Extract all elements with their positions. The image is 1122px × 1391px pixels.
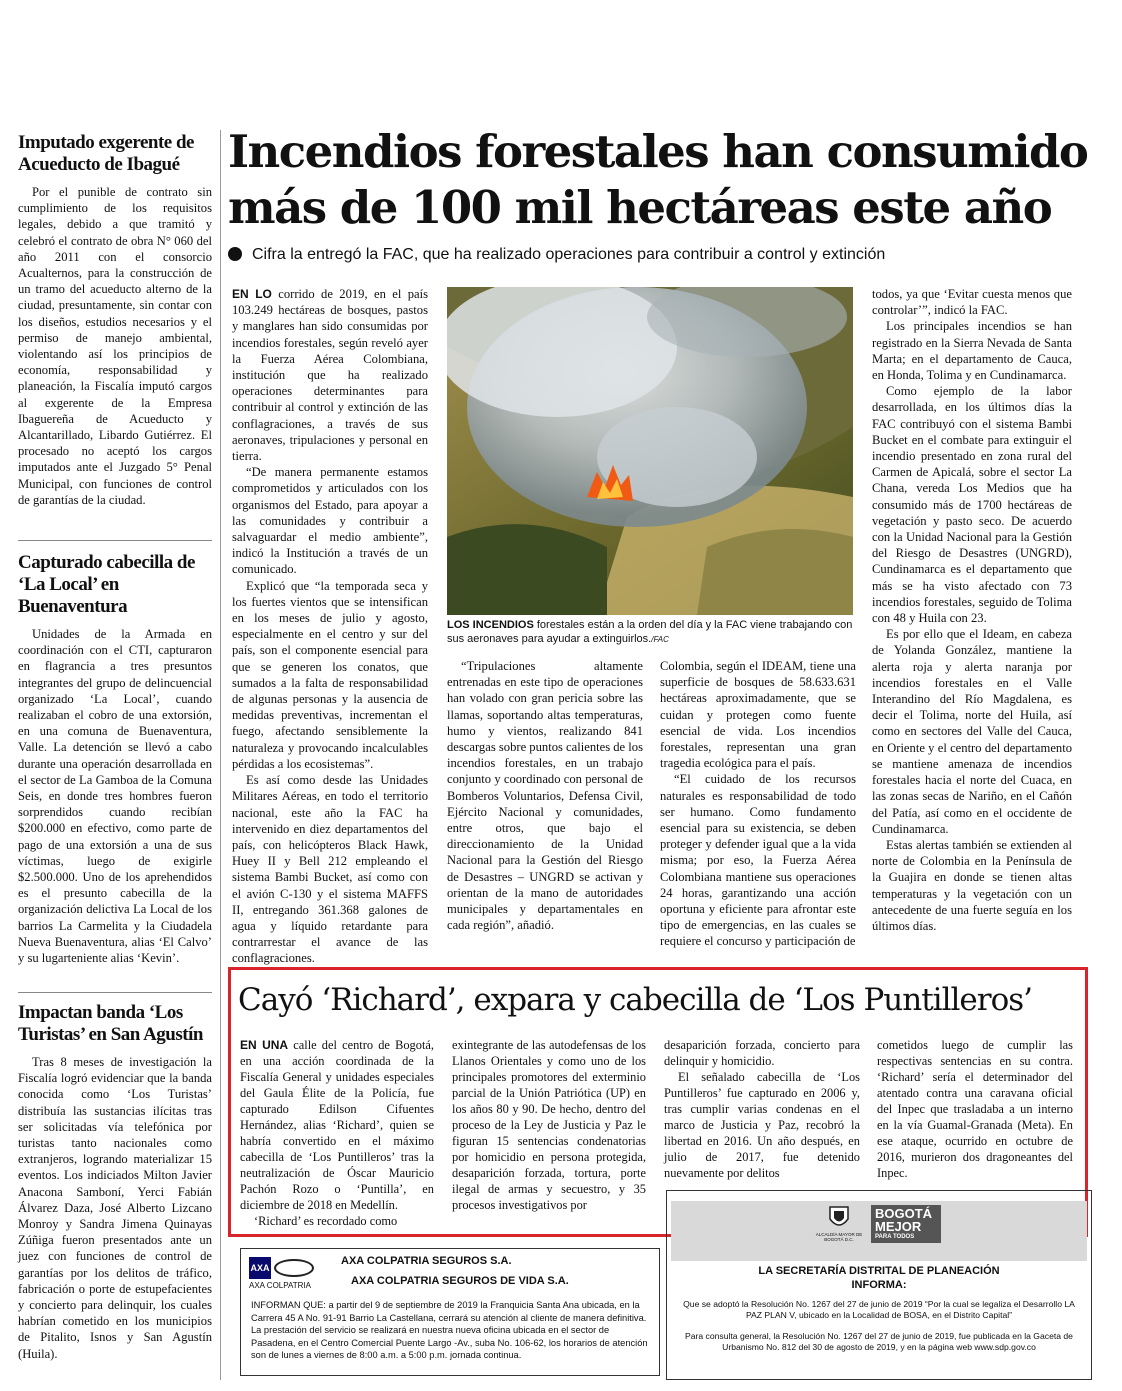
- headline-buenaventura: Capturado cabecilla de ‘La Local’ en Buenaventura: [18, 552, 195, 617]
- headline-line-1: Incendios forestales han consumido: [228, 125, 1088, 178]
- main-headline: [228, 124, 1108, 236]
- main-col-2: “Tripulaciones altamente entrenadas en este tipo de operaciones han volado con gran pericia sobre las llamas, soportando altas temperaturas, humo y vientos, realizando 841 descargas sobre puntos calientes de los incendios forestales, en un trabajo conjunto y coordinado con personal de Bomberos Voluntarios, Defensa Civil, Ejército Nacional y comunidades, entre otros, que bajo el direccionamiento de la Unidad Nacional para la Gestión del Riesgo de Desastres – UNGRD se activan y orientan de la mano de autoridades municipales y departamentales en cada región”, añadió.: [447, 659, 643, 933]
- wildfire-image: [447, 287, 853, 615]
- subhead: Cifra la entregó la FAC, que ha realizado operaciones para contribuir a control y extinción: [228, 244, 1108, 266]
- richard-headline: Cayó ‘Richard’, expara y cabecilla de ‘Los Puntilleros’: [238, 982, 1033, 1018]
- bogota-ad: ALCALDÍA MAYOR DE BOGOTÁ D.C. BOGOTÁ MEJOR PARA TODOS LA SECRETARÍA DISTRITAL DE PLANEACIÓN INFORMA: Que se adoptó la Resolución No. 1267 del 27 de junio de 2019 “Por la cual se legaliza el Desarrollo LA PAZ PLAN V, ubicado en la Localidad de BOSA, en el Distrito Capital” Para consulta general, la Resolución No. 1267 del 27 de junio de 2019, fue publicada en la Gaceta de Urbanismo No. 812 del 30 de agosto de 2019, y en la página web www.sdp.gov.co: [666, 1190, 1092, 1380]
- story-text-buenaventura: Unidades de la Armada en coordinación con el CTI, capturaron en flagrancia a tres presuntos integrantes del grupo de delincuencial organizado ‘La Local’, cuando realizaban el cobro de una extorsión, en una comuna de Buenaventura, Valle. La detención se llevó a cabo durante una operación desarrollada en el sector de La Gamboa de la Comuna Seis, en donde tres hombres fueron sorprendidos cuando recibían $200.000 en efectivo, como parte de pago de una extorsión a una de sus víctimas, luego de exigirle $2.500.000. Uno de los aprehendidos es el presunto cabecilla de la organización delictiva La Local de los barrios La Carmelita y la Ciudadela Nueva Buenaventura, alias ‘El Calvo’ y su lugarteniente alias ‘Kevin’.: [18, 627, 212, 966]
- lead-in: EN LO: [232, 287, 272, 301]
- main-col-4: todos, ya que ‘Evitar cuesta menos que controlar’”, indicó la FAC. Los principales incendios se han registrado en la Sierra Nevada de Santa Marta; en el departamento de Cauca, en Honda, Tolima y en Cundinamarca. Como ejemplo de la labor desarrollada, en los últimos días la FAC contribuyó con el sistema Bambi Bucket en el combate para extinguir el incendio presentado en zona rural del Carmen de Apicalá, sobre el sector La Chana, vereda Los Medios que ha consumido más de 1700 hectáreas de vegetación y pasto seco. De acuerdo con la Unidad Nacional para la Gestión del Riesgo de Desastres (UNGRD), Cundinamarca es el departamento que más se ha visto afectado con 73 incendios forestales, seguido de Tolima con 48 y Huila con 23. Es por ello que el Ideam, en cabeza de Yolanda González, mantiene la alerta roja y alerta naranja por incendios forestales en el Valle Interandino del Río Magdalena, es decir el Tolima, norte del Huila, así como en sectores del Valle del Cauca, en Oriente y el centro del departamento se mantiene amenaza de incendios forestales hacia el norte del Cuaca, en las zonas secas de Nariño, en el Cañón del Patía, así como en el occidente de Cundinamarca. Estas alertas también se extienden al norte de Colombia en la Península de la Guajira en donde se tienen altas temperaturas y la vegetación con un antecedente de una fuerte seguía en los últimos días.: [872, 287, 1072, 933]
- richard-col-2: exintegrante de las autodefensas de los Llanos Orientales y como uno de los principales promotores del exterminio parcial de la Unión Patriótica (UP) en los años 80 y 90. De hecho, dentro del proceso de la Ley de Justicia y Paz le figuran 15 sentencias condenatorias por homicidio en persona protegida, desaparición forzada, tortura, porte ilegal de armas y secuestro, y 35 procesos investigativos por: [452, 1038, 646, 1212]
- divider: [18, 540, 212, 541]
- left-story-buenaventura: [18, 552, 212, 966]
- fire-photo: [447, 287, 853, 615]
- bullet-icon: [228, 247, 242, 261]
- shield-icon: [828, 1205, 850, 1231]
- axa-logo: AXA AXA COLPATRIA: [249, 1257, 319, 1290]
- richard-col-4: cometidos luego de cumplir las respectivas sentencias en su contra. ‘Richard’ sería el determinador del atentado contra una caravana oficial del Inpec que trasladaba a un interno en la vía Guamal-Granada (Meta). En ese ataque, ocurrido en octubre de 2016, murieron dos dragoneantes del Inpec.: [877, 1038, 1073, 1180]
- axa-logo-icon: AXA: [249, 1257, 319, 1279]
- column-divider: [220, 130, 221, 1380]
- richard-col-1: EN UNA calle del centro de Bogotá, en una acción coordinada de la Fiscalía General y unidades especiales del Gaula Élite de la Policía, fue capturado Edilson Cifuentes Hernández, alias ‘Richard’, quien se habría convertido en el máximo cabecilla de ‘Los Puntilleros’ tras la neutralización de Óscar Mauricio Pachón Rozo o ‘Puntilla’, en diciembre de 2018 en Medellín. ‘Richard’ es recordado como: [240, 1038, 434, 1228]
- left-story-ibague: [18, 132, 212, 508]
- bogota-logo: BOGOTÁ MEJOR PARA TODOS: [871, 1205, 941, 1243]
- richard-col-3: desaparición forzada, concierto para delinquir y homicidio. El señalado cabecilla de ‘Los Puntilleros’ fue capturado en 2006 y, tras cumplir varias condenas en el marco de Justicia y Paz, recobró la libertad en 2016. Un año después, en julio de 2017, fue detenido nuevamente por delitos: [664, 1038, 860, 1180]
- divider: [18, 992, 212, 993]
- headline-line-2: más de 100 mil hectáreas este año: [228, 181, 1052, 234]
- main-col-1: EN LO corrido de 2019, en el país 103.249 hectáreas de bosques, pastos y manglares han sido consumidas por incendios forestales, según reveló ayer la Fuerza Aérea Colombiana, institución que ha realizado operaciones determinantes para contribuir al control y extinción de las conflagraciones, a través de sus aeronaves, tripulaciones y personal en tierra. “De manera permanente estamos comprometidos y articulados con los organismos del Estado, para apoyar a las comunidades y contribuir a salvaguardar el medio ambiente”, indicó la Institución a través de un comunicado. Explicó que “la temporada seca y los fuertes vientos que se intensifican en los meses de julio y agosto, especialmente en el centro y sur del país, son el componente esencial para que se generen los conatos, que sumados a la falta de responsabilidad de algunas personas y la ausencia de medidas preventivas, incrementan el fuego, afectando sensiblemente la naturaleza y provocando incalculables pérdidas a los ecosistemas”. Es así como desde las Unidades Militares Aéreas, en todo el territorio nacional, este año la FAC ha intervenido en diez departamentos del país, con helicópteros Black Hawk, Huey II y Bell 212 empleando el sistema Bambi Bucket, así como con el avión C-130 y el sistema MAFFS II, entregando 361.368 galones de agua y líquido retardante para contrarrestar el avance de las conflagraciones.: [232, 287, 429, 966]
- story-text-ibague: Por el punible de contrato sin cumplimiento de los requisitos legales, debido a que tramitó y celebró el contrato de obra N° 060 del año 2011 con el consorcio Acualternos, para la construcción de un tramo del acueducto alterno de la ciudad, presuntamente, sin contar con los diseños, estudios necesarios y el permiso de manejo ambiental, violentando así los principios de economía, responsabilidad y planeación, la Fiscalía imputó cargos al exgerente de la Empresa Ibaguereña de Acueducto y Alcantarillado, Libardo Gutiérrez. El procesado no aceptó los cargos imputados ante el Juzgado 5° Penal Municipal, con funciones de control de garantías de la ciudad.: [18, 185, 212, 507]
- bogota-seal: ALCALDÍA MAYOR DE BOGOTÁ D.C.: [815, 1205, 863, 1242]
- main-col-3: Colombia, según el IDEAM, tiene una superficie de bosques de 58.633.631 hectáreas aproximadamente, que se cuidan y protegen como fuente esencial de vida. Los incendios forestales, representan una gran tragedia ecológica para el país. “El cuidado de los recursos naturales es responsabilidad de todo ser humano. Como fundamento esencial para su existencia, se deben proteger y defender igual que a la vida misma; por eso, la Fuerza Aérea Colombiana mantiene sus operaciones 24 horas, garantizando una acción oportuna y eficiente para afrontar este tipo de emergencias, en las cuales se requiere el concurso y participación de: [660, 659, 856, 949]
- axa-ad: AXA AXA COLPATRIA AXA COLPATRIA SEGUROS S.A. AXA COLPATRIA SEGUROS DE VIDA S.A. INFORMAN QUE: a partir del 9 de septiembre de 2019 la Franquicia Santa Ana ubicada, en la Carrera 45 A No. 91-91 Barrio La Castellana, cerrará su atención al cliente de manera definitiva. La prestación del servicio se realizará en nuestra nueva oficina ubicada en el sector de Pasadena, en el Centro Comercial Puente Largo -Av., suba No. 106-62, los horarios de atención son de lunes a viernes de 8:00 a.m. a 5:00 p.m. jornada continua.: [240, 1248, 660, 1376]
- story-text-san-agustin: Tras 8 meses de investigación la Fiscalía logró evidenciar que la banda conocida como ‘Los Turistas’ distribuía las sustancias ilícitas tras ser solicitadas vía telefónica por turistas tanto nacionales como extranjeros, logrando materializar 15 eventos. Los indiciados Milton Javier Anacona Samboní, Yerci Fabián Álvarez Daza, José Alberto Lizcano Monroy y Sandra Jimena Quinayas Zúñiga fueron presentados ante un juez con funciones de control de garantías por los delitos de tráfico, fabricación o porte de estupefacientes y concierto para delinquir, los cuales habrían cometido en los municipios de Pitalito, Isnos y San Agustín (Huila).: [18, 1055, 212, 1361]
- left-story-san-agustin: [18, 1002, 212, 1362]
- headline-san-agustin: Impactan banda ‘Los Turistas’ en San Agustín: [18, 1002, 203, 1045]
- headline-ibague: Imputado exgerente de Acueducto de Ibagué: [18, 132, 194, 175]
- photo-caption: LOS INCENDIOS forestales están a la orden del día y la FAC viene trabajando con sus aeronaves para ayudar a extinguirlos./FAC: [447, 619, 853, 645]
